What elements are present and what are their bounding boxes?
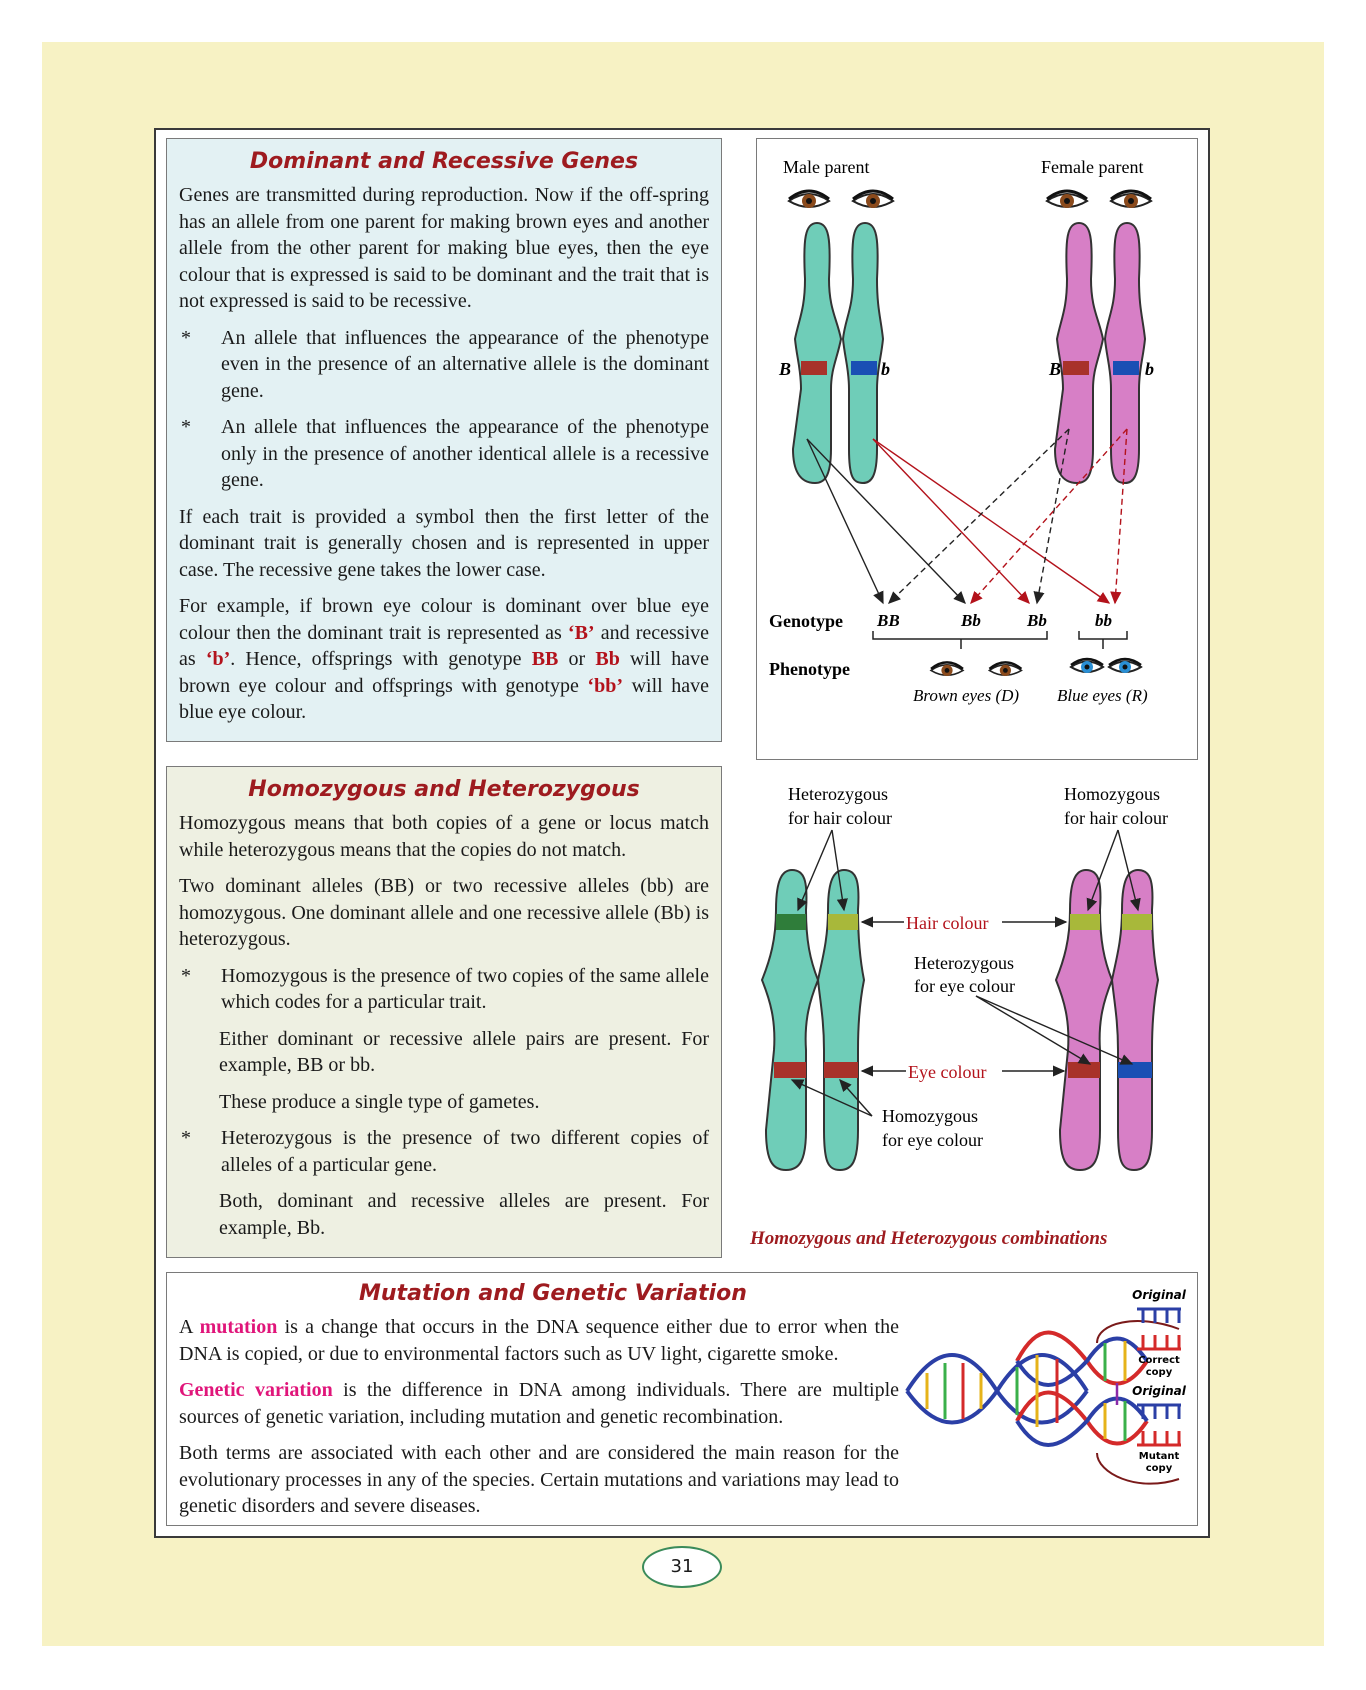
example-paragraph: For example, if brown eye colour is dominant over blue eye colour then the dominant trait is represented as ‘B’ and recessive as ‘b’. Hence, offsprings with genotype BB or Bb will have brown eye colour and offsprings with genotype ‘bb’ will have blue eye colour. [179,595,710,723]
male-dominant-band [801,361,827,375]
heterozygous-bullet-text: Heterozygous is the presence of two different copies of alleles of a particular gene. [221,1127,709,1176]
female-allele-B: B [1049,359,1062,379]
male-allele-B: B [779,359,792,379]
male-eye-icon [853,191,893,208]
evolution-paragraph: Both terms are associated with each other and are considered the main reason for the evolutionary processes in any of the species. Certain mutations and variations may lead to genetic disorders and severe diseases. [179,1442,899,1517]
eye-allele-band [1118,1062,1152,1078]
het-eye-label: for eye colour [914,976,1015,996]
homozygous-title: Homozygous and Heterozygous [248,777,640,802]
recessive-bullet: * An allele that influences the appearance of the phenotype only in the presence of another identical allele is a recessive gene. [179,414,709,494]
genotype-Bb: Bb [961,611,981,630]
hair-allele-band [828,914,858,930]
homo-paragraph-2: Two dominant alleles (BB) or two recessive alleles (bb) are homozygous. One dominant allele and one recessive allele (Bb) is heterozygous. [179,875,709,950]
figure-caption: Homozygous and Heterozygous combinations [750,1228,1108,1249]
brown-eye-icon [989,662,1021,676]
male-parent-label: Male parent [783,157,870,177]
female-allele-b: b [1145,359,1154,379]
female-chromosome [1055,223,1145,483]
recessive-bracket [1079,631,1127,649]
mutation-title: Mutation and Genetic Variation [359,1281,747,1306]
genotype-BB: BB [877,611,900,630]
male-allele-b: b [881,359,890,379]
hair-allele-band [1070,914,1100,930]
phenotype-label: Phenotype [769,659,850,679]
brown-eyes-label: Brown eyes (D) [913,686,1020,705]
heterozygous-sub-1: Both, dominant and recessive alleles are present. For example, Bb. [219,1190,709,1239]
homo-hair-label: Homozygous [1064,784,1160,804]
blue-eye-icon [1071,659,1103,673]
female-recessive-band [1113,361,1139,375]
female-dominant-band [1063,361,1089,375]
hair-colour-label: Hair colour [906,913,989,933]
dominant-intro: Genes are transmitted during reproduction. Now if the off-spring has an allele from one parent for making brown eyes and another allele from the other parent for making blue eyes, then the eye colour that is expressed is said to be dominant and the trait that is not expressed is said to be recessive. [179,184,709,312]
page-number: 31 [642,1546,722,1588]
blue-eye-icon [1109,659,1141,673]
mutation-box [166,1272,1198,1526]
inheritance-diagram [757,139,1197,759]
heterozygous-bullet: * Heterozygous is the presence of two different copies of alleles of a particular gene. [179,1125,709,1178]
homozygous-heterozygous-box [166,766,722,1258]
mutant-copy-label: Mutant [1138,1451,1180,1462]
het-hair-label: for hair colour [788,808,892,828]
dominant-recessive-box [166,138,722,742]
homo-paragraph-1: Homozygous means that both copies of a gene or locus match while heterozygous means that the copies do not match. [179,812,709,861]
dominant-bullet: * An allele that influences the appearance of the phenotype even in the presence of an alternative allele is the dominant gene. [179,325,709,405]
male-recessive-band [851,361,877,375]
dna-replication-diagram [897,1283,1193,1519]
eye-allele-band [824,1062,858,1078]
blue-eyes-label: Blue eyes (R) [1057,686,1148,705]
dna-helix [907,1333,1147,1446]
eye-allele-band [774,1062,806,1078]
male-eye-icon [789,191,829,208]
dominant-bracket [873,631,1047,649]
homo-eye-label: Homozygous [882,1106,978,1126]
recessive-bullet-text: An allele that influences the appearance of the phenotype only in the presence of another identical allele is a recessive gene. [221,416,709,491]
brown-eye-icon [931,662,963,676]
homo-hair-label: for hair colour [1064,808,1168,828]
dominant-recessive-title: Dominant and Recessive Genes [249,149,639,174]
hair-allele-band [1122,914,1152,930]
original-label: Original [1132,1384,1186,1398]
male-chromosome [793,223,883,483]
female-eye-icon [1047,191,1087,208]
female-parent-label: Female parent [1041,157,1144,177]
homozygous-sub-1: Either dominant or recessive allele pairs are present. For example, BB or bb. [219,1027,709,1076]
genotype-bb: bb [1095,611,1112,630]
genotype-label: Genotype [769,611,843,631]
het-eye-label: Heterozygous [914,953,1014,973]
eye-colour-label: Eye colour [908,1062,987,1082]
correct-copy-label: copy [1145,1367,1173,1378]
original-label: Original [1132,1288,1186,1302]
het-hair-label: Heterozygous [788,784,888,804]
hair-allele-band [776,914,806,930]
inheritance-figure [756,138,1198,760]
zygosity-diagram [742,770,1206,1260]
dominant-bullet-text: An allele that influences the appearance of the phenotype even in the presence of an alternative allele is the dominant gene. [221,326,709,402]
symbol-paragraph: If each trait is provided a symbol then the first letter of the dominant trait is generally chosen and is represented in upper case. The recessive gene takes the lower case. [179,505,709,581]
mutant-copy-label: copy [1145,1463,1173,1474]
genotype-Bb: Bb [1027,611,1047,630]
female-eye-icon [1111,191,1151,208]
eye-allele-band [1068,1062,1100,1078]
homozygous-sub-2: These produce a single type of gametes. [219,1090,540,1113]
homozygous-bullet-text: Homozygous is the presence of two copies of the same allele which codes for a particular trait. [221,964,709,1013]
homo-eye-label: for eye colour [882,1130,983,1150]
original-strand-icon [1137,1309,1181,1349]
homozygous-bullet: * Homozygous is the presence of two copies of the same allele which codes for a particular trait. [179,963,709,1016]
mutation-paragraph: A mutation is a change that occurs in the DNA sequence either due to error when the DNA is copied, or due to environmental factors such as UV light, cigarette smoke. [179,1316,899,1365]
correct-copy-label: Correct [1138,1355,1180,1366]
variation-paragraph: Genetic variation is the difference in DNA among individuals. There are multiple sources of genetic variation, including mutation and genetic recombination. [179,1379,900,1428]
